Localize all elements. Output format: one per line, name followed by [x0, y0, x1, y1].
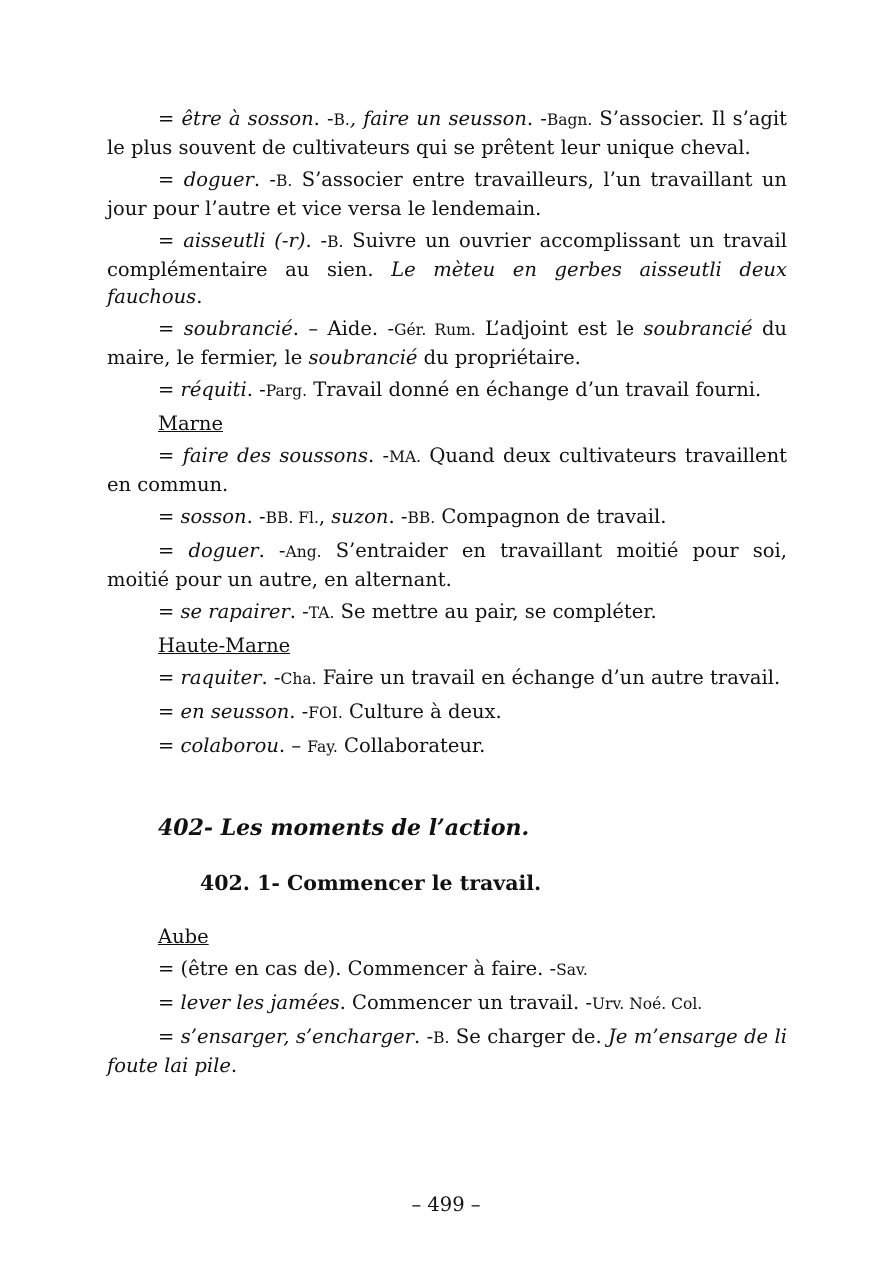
document-body	[107, 105, 787, 1084]
entry-doguer: = doguer. -B. S’associer entre travailleurs, l’un travaillant un jour pour l’autre et vice versa le lendemain.	[107, 168, 787, 220]
section-heading: 402- Les moments de l’action.	[158, 815, 530, 841]
entry-requiti: = réquiti. -Parg. Travail donné en échange d’un travail fourni.	[158, 378, 762, 401]
entry-colaborou: = colaborou. – Fay. Collaborateur.	[158, 734, 486, 757]
entry-soubrancie: = soubrancié. – Aide. -Gér. Rum. L’adjoint est le soubrancié du maire, le fermier, le soubrancié du propriétaire.	[107, 317, 787, 369]
entry-etre-a-sosson: = être à sosson. -B., faire un seusson. -Bagn. S’associer. Il s’agit le plus souvent de cultivateurs qui se prêtent leur unique cheval.	[107, 107, 787, 159]
entry-sosson: = sosson. -BB. Fl., suzon. -BB. Compagnon de travail.	[158, 505, 667, 528]
entry-en-seusson: = en seusson. -FOI. Culture à deux.	[158, 700, 502, 723]
entry-aisseutli: = aisseutli (-r). -B. Suivre un ouvrier accomplissant un travail complémentaire au sien. Le mèteu en gerbes aisseutli deux fauchous.	[107, 229, 787, 308]
entry-doguer-ang: = doguer. -Ang. S’entraider en travaillant moitié pour soi, moitié pour un autre, en alternant.	[107, 539, 787, 591]
entry-etre-en-cas-de: = (être en cas de). Commencer à faire. -Sav.	[158, 957, 588, 980]
page-number: – 499 –	[411, 1193, 481, 1216]
region-heading-aube: Aube	[158, 925, 209, 948]
subsection-heading: 402. 1- Commencer le travail.	[200, 871, 542, 895]
entry-raquiter: = raquiter. -Cha. Faire un travail en échange d’un autre travail.	[158, 666, 781, 689]
entry-s-ensarger: = s’ensarger, s’encharger. -B. Se charger de. Je m’ensarge de li foute lai pile.	[107, 1025, 787, 1077]
entry-lever-les-jamees: = lever les jamées. Commencer un travail. -Urv. Noé. Col.	[158, 991, 703, 1014]
region-heading-haute-marne: Haute-Marne	[158, 634, 291, 657]
entry-faire-des-soussons: = faire des soussons. -MA. Quand deux cultivateurs travaillent en commun.	[107, 444, 787, 496]
entry-se-rapairer: = se rapairer. -TA. Se mettre au pair, se compléter.	[158, 600, 657, 623]
region-heading-marne: Marne	[158, 412, 224, 435]
